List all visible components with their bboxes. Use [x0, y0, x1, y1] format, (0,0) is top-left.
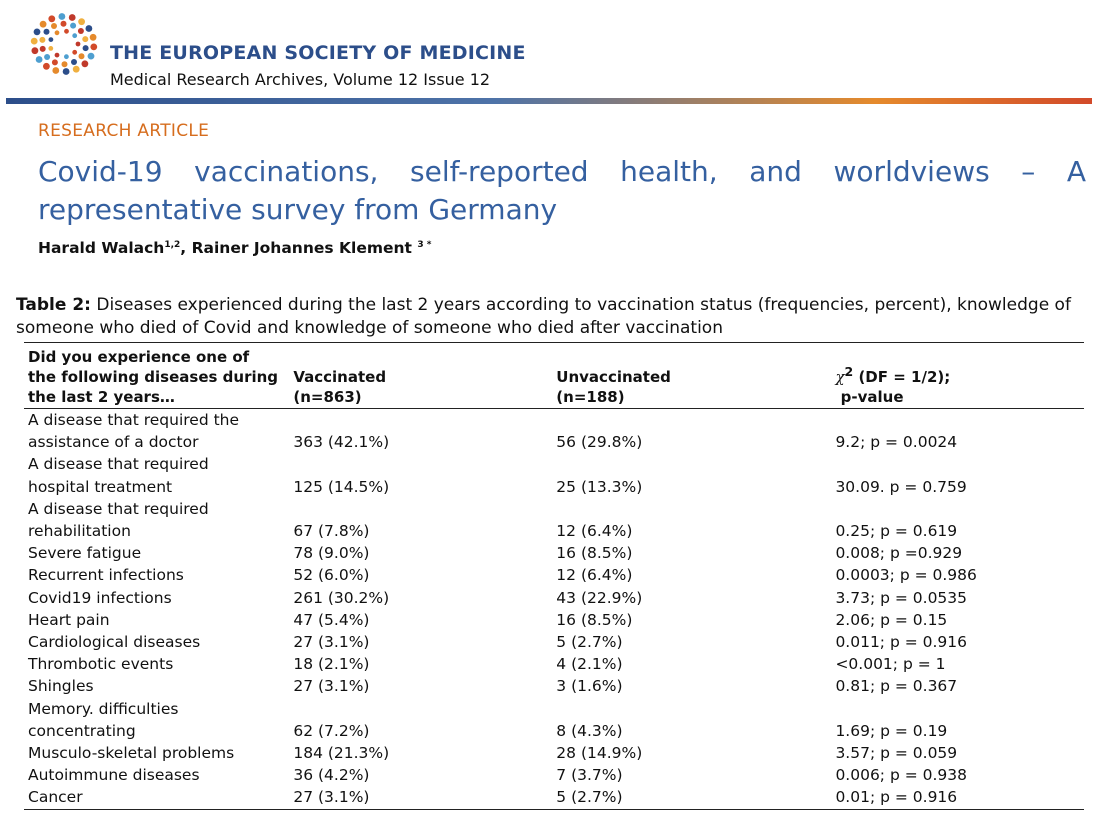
- unvaccinated-cell: 12 (6.4%): [556, 522, 633, 541]
- vaccinated-cell: 125 (14.5%): [293, 477, 390, 496]
- header-divider: [6, 98, 1092, 104]
- logo-dot: [32, 47, 39, 54]
- logo-dot: [90, 44, 97, 51]
- table-row: [24, 675, 1084, 697]
- table-caption-text: Diseases experienced during the last 2 years according to vaccination status (frequencies, percent), knowledge of someone who died of Covid and knowledge of someone who died after vaccination: [16, 295, 1071, 338]
- logo-dot: [71, 59, 77, 65]
- article-title: Covid-19 vaccinations, self-reported health, and worldviews – A representative survey from Germany: [38, 155, 1086, 226]
- logo-dot: [62, 61, 68, 67]
- disease-cell: A disease that required hospital treatment: [28, 455, 209, 496]
- disease-cell: A disease that required rehabilitation: [28, 499, 209, 541]
- table-row: [24, 609, 1084, 631]
- disease-cell: Covid19 infections: [28, 588, 172, 607]
- table-caption-label: Table 2:: [16, 295, 91, 315]
- table-row: [24, 653, 1084, 675]
- table-row: [24, 587, 1084, 609]
- disease-cell: Cancer: [24, 786, 289, 809]
- logo-dot: [48, 15, 55, 22]
- logo-dot: [63, 68, 70, 75]
- logo-dot: [86, 25, 93, 32]
- article-type-label: RESEARCH ARTICLE: [38, 121, 210, 141]
- logo-dot: [31, 38, 38, 45]
- journal-info: Medical Research Archives, Volume 12 Issue 12: [110, 70, 491, 89]
- logo-dot: [40, 21, 47, 28]
- logo-dot: [83, 45, 89, 51]
- table-row: [24, 698, 1084, 742]
- unvaccinated-cell: 16 (8.5%): [556, 610, 633, 629]
- unvaccinated-cell: 3 (1.6%): [556, 677, 623, 696]
- table-row: [24, 631, 1084, 653]
- vaccinated-cell: 27 (3.1%): [293, 633, 370, 652]
- chi-square-cell: <0.001; p = 1: [835, 655, 946, 674]
- logo-dot: [82, 60, 89, 67]
- disease-cell: Severe fatigue: [28, 544, 142, 563]
- vaccinated-cell: 67 (7.8%): [293, 522, 370, 541]
- author-name: Harald Walach: [38, 239, 165, 257]
- disease-cell: Memory. difficulties concentrating: [28, 699, 179, 740]
- table-row: [24, 742, 1084, 764]
- chi-square-cell: 3.73; p = 0.0535: [835, 588, 968, 607]
- header-unvaccinated: Unvaccinated (n=188): [552, 343, 831, 409]
- logo-dot: [79, 53, 85, 59]
- table-row: [24, 453, 1084, 497]
- logo-dot: [70, 23, 76, 29]
- logo-dot: [64, 29, 69, 34]
- logo-dot: [82, 36, 88, 42]
- vaccinated-cell: 27 (3.1%): [293, 677, 370, 696]
- unvaccinated-cell: 28 (14.9%): [556, 744, 643, 763]
- logo-dot: [52, 59, 58, 65]
- unvaccinated-cell: 43 (22.9%): [556, 588, 643, 607]
- unvaccinated-cell: 5 (2.7%): [552, 786, 831, 809]
- chi-square-cell: 1.69; p = 0.19: [835, 721, 948, 740]
- unvaccinated-cell: 7 (3.7%): [556, 766, 623, 785]
- logo-dot: [72, 33, 77, 38]
- chi-square-cell: 2.06; p = 0.15: [835, 610, 948, 629]
- vaccinated-cell: 62 (7.2%): [293, 721, 370, 740]
- logo-dot: [61, 21, 67, 27]
- chi-square-cell: 0.011; p = 0.916: [835, 633, 968, 652]
- logo-dot: [90, 34, 97, 41]
- vaccinated-cell: 36 (4.2%): [293, 766, 370, 785]
- chi-square-cell: 0.0003; p = 0.986: [835, 566, 977, 585]
- logo-dot: [36, 56, 43, 63]
- table-header-row: [24, 343, 1084, 409]
- disease-cell: A disease that required the assistance of a doctor: [28, 411, 240, 452]
- logo-dot: [55, 53, 60, 58]
- logo-dot: [76, 42, 81, 47]
- society-logo: [24, 8, 108, 84]
- chi-square-cell: 0.01; p = 0.916: [831, 786, 1084, 809]
- logo-dot: [73, 66, 80, 73]
- logo-dot: [40, 46, 46, 52]
- logo-dot: [78, 18, 85, 25]
- author-list: Harald Walach$^{1,2}$, Rainer Johannes Klement $^{3 *}$: [38, 239, 432, 257]
- society-name: THE EUROPEAN SOCIETY OF MEDICINE: [110, 42, 526, 64]
- vaccinated-cell: 184 (21.3%): [293, 744, 390, 763]
- chi-square-cell: 0.25; p = 0.619: [835, 522, 958, 541]
- logo-dot: [55, 30, 60, 35]
- chi-square-cell: 3.57; p = 0.059: [835, 744, 958, 763]
- table-row: [24, 564, 1084, 586]
- disease-cell: Recurrent infections: [28, 566, 184, 585]
- logo-dot: [43, 63, 50, 70]
- chi-square-cell: 9.2; p = 0.0024: [835, 433, 958, 452]
- unvaccinated-cell: 12 (6.4%): [556, 566, 633, 585]
- unvaccinated-cell: 5 (2.7%): [556, 633, 623, 652]
- table-row: [24, 409, 1084, 454]
- logo-dot: [52, 67, 59, 74]
- vaccinated-cell: 261 (30.2%): [293, 588, 390, 607]
- vaccinated-cell: 78 (9.0%): [293, 544, 370, 563]
- logo-dot: [34, 29, 41, 36]
- table-row: [24, 764, 1084, 786]
- disease-cell: Heart pain: [28, 610, 110, 629]
- logo-dot: [78, 28, 84, 34]
- table-row: [24, 786, 1084, 809]
- disease-cell: Thrombotic events: [28, 655, 174, 674]
- table-row: [24, 542, 1084, 564]
- chi-square-cell: 30.09. p = 0.759: [835, 477, 967, 496]
- chi-square-cell: 0.006; p = 0.938: [835, 766, 968, 785]
- logo-dot: [44, 29, 50, 35]
- unvaccinated-cell: 8 (4.3%): [556, 721, 623, 740]
- logo-dot: [72, 50, 77, 55]
- author-affiliation: 3 *: [417, 239, 432, 250]
- vaccinated-cell: 27 (3.1%): [289, 786, 552, 809]
- chi-square-cell: 0.81; p = 0.367: [835, 677, 958, 696]
- disease-cell: Musculo-skeletal problems: [28, 744, 235, 763]
- table-row: [24, 498, 1084, 542]
- unvaccinated-cell: 25 (13.3%): [556, 477, 643, 496]
- header-vaccinated: Vaccinated (n=863): [289, 343, 552, 409]
- logo-dot: [39, 37, 45, 43]
- header-disease: Did you experience one of the following diseases during the last 2 years…: [24, 343, 289, 409]
- header-chi-square: $\chi^2$ (DF = 1/2); p-value: [831, 343, 1084, 409]
- vaccinated-cell: 52 (6.0%): [293, 566, 370, 585]
- logo-dot: [88, 53, 95, 60]
- disease-cell: Cardiological diseases: [28, 633, 201, 652]
- disease-table: [24, 342, 1084, 810]
- disease-cell: Shingles: [28, 677, 94, 696]
- vaccinated-cell: 18 (2.1%): [293, 655, 370, 674]
- unvaccinated-cell: 16 (8.5%): [556, 544, 633, 563]
- logo-dot: [44, 54, 50, 60]
- unvaccinated-cell: 56 (29.8%): [556, 433, 643, 452]
- logo-dot: [49, 37, 54, 42]
- author-affiliation: 1,2: [164, 239, 181, 250]
- unvaccinated-cell: 4 (2.1%): [556, 655, 623, 674]
- logo-dot: [59, 13, 66, 20]
- vaccinated-cell: 47 (5.4%): [293, 610, 370, 629]
- logo-dot: [69, 14, 76, 21]
- logo-dot: [48, 46, 53, 51]
- disease-cell: Autoimmune diseases: [28, 766, 200, 785]
- logo-dot: [64, 54, 69, 59]
- logo-dot: [51, 23, 57, 29]
- table-caption: [16, 294, 1092, 340]
- vaccinated-cell: 363 (42.1%): [293, 433, 390, 452]
- author-name: Rainer Johannes Klement: [191, 239, 412, 257]
- chi-square-cell: 0.008; p =0.929: [835, 544, 963, 563]
